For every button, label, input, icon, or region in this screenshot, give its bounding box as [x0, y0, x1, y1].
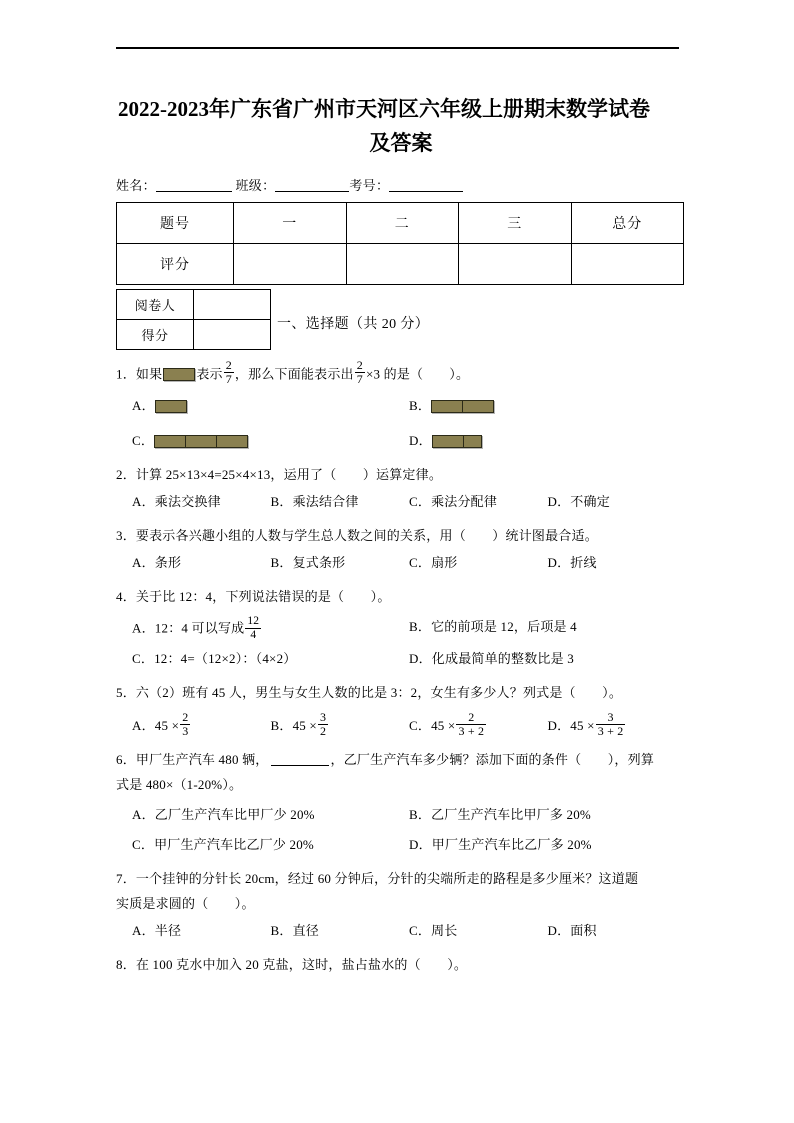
question-6 — [116, 747, 686, 857]
option-6-b[interactable]: B．乙厂生产汽车比甲厂多 20% — [409, 807, 591, 823]
question-1-options-row-1 — [116, 394, 686, 418]
option-4-a[interactable] — [132, 615, 409, 641]
question-7-text-line1: 一个挂钟的分针长 20cm，经过 60 分钟后，分针的尖端所走的路程是多少厘米？这道题 — [135, 871, 639, 887]
grader-label: 阅卷人 — [117, 290, 194, 320]
question-3-text: 要表示各兴趣小组的人数与学生总人数之间的关系，用（ ）统计图最合适。 — [135, 528, 598, 544]
points-label: 得分 — [117, 320, 194, 350]
question-4-options-row-2 — [116, 647, 686, 671]
option-7-c[interactable]: C．周长 — [409, 923, 458, 939]
question-1 — [116, 359, 686, 453]
points-blank[interactable] — [194, 320, 271, 350]
exam-no-label: 考号： — [349, 178, 390, 193]
fraction-two-sevenths-2 — [355, 359, 365, 386]
question-1-text-c: ，那么下面能表示出 — [234, 366, 354, 382]
fraction-denominator: 2 — [319, 724, 327, 739]
fraction-denominator: 3 — [182, 724, 189, 739]
bar-two-segments — [431, 400, 494, 413]
option-6-c[interactable]: C．甲厂生产汽车比乙厂少 20% — [132, 837, 314, 853]
option-6-d[interactable]: D．甲厂生产汽车比乙厂多 20% — [409, 837, 592, 853]
option-3-b[interactable]: B．复式条形 — [270, 555, 346, 571]
option-7-b[interactable]: B．直径 — [270, 923, 319, 939]
option-label: B． — [270, 718, 293, 734]
fraction-denominator: 3 + 2 — [597, 724, 624, 739]
question-2-stem — [116, 462, 686, 487]
score-table — [116, 202, 684, 285]
option-expr-prefix: 45 × — [570, 718, 595, 734]
fraction-b — [318, 711, 328, 738]
question-8-text: 在 100 克水中加入 20 克盐，这时，盐占盐水的（ ）。 — [135, 957, 468, 973]
score-cell-total[interactable] — [571, 244, 684, 285]
table-row-grader — [117, 290, 271, 320]
question-6-number: 6． — [116, 752, 136, 768]
option-2-a[interactable]: A．乘法交换律 — [132, 494, 221, 510]
fraction-numerator: 12 — [247, 615, 260, 628]
table-row-points — [117, 320, 271, 350]
option-1-d[interactable] — [409, 429, 686, 453]
option-expr-prefix: 45 × — [292, 718, 317, 734]
question-8-number: 8． — [116, 957, 136, 973]
option-1-a[interactable] — [132, 394, 409, 418]
score-col-2: 二 — [346, 203, 459, 244]
option-label: D． — [547, 718, 571, 734]
page-title — [116, 92, 686, 160]
option-label: A． — [132, 398, 155, 414]
score-row-label-qnum: 题号 — [117, 203, 234, 244]
student-info-line — [116, 176, 686, 196]
question-4-text: 关于比 12：4，下列说法错误的是（ ）。 — [135, 589, 391, 605]
question-4-stem — [116, 584, 686, 609]
name-label: 姓名： — [116, 178, 156, 193]
question-1-text-b: 表示 — [196, 366, 223, 382]
question-8-stem — [116, 952, 686, 977]
score-cell-1[interactable] — [234, 244, 347, 285]
bar-partial-segments — [432, 435, 482, 448]
score-col-3: 三 — [459, 203, 572, 244]
option-label-text: A．12：4 可以写成 — [132, 620, 245, 636]
exam-no-blank[interactable] — [389, 178, 463, 192]
fraction-denominator: 4 — [250, 628, 257, 641]
question-7-stem-line2: 实质是求圆的（ ）。 — [116, 896, 255, 912]
question-5 — [116, 680, 686, 738]
option-label: B． — [409, 398, 432, 414]
option-5-d[interactable] — [548, 711, 687, 738]
question-2-number: 2． — [116, 467, 136, 483]
section-heading: 一、选择题（共 20 分） — [277, 317, 430, 332]
question-7-number: 7． — [116, 871, 136, 887]
option-label: A． — [132, 718, 155, 734]
fraction-denominator: 3 + 2 — [458, 724, 485, 739]
option-6-a[interactable]: A．乙厂生产汽车比甲厂少 20% — [132, 807, 315, 823]
name-blank[interactable] — [156, 178, 232, 192]
question-1-text-e: ）。 — [449, 366, 470, 382]
option-3-c[interactable]: C．扇形 — [409, 555, 458, 571]
question-6-options-row-1 — [116, 803, 686, 827]
question-1-number: 1． — [116, 366, 136, 382]
option-expr-prefix: 45 × — [431, 718, 456, 734]
option-5-b[interactable] — [271, 711, 410, 738]
score-row-label-score: 评分 — [117, 244, 234, 285]
score-cell-2[interactable] — [346, 244, 459, 285]
option-1-c[interactable] — [132, 429, 409, 453]
question-5-stem — [116, 680, 686, 705]
option-label: C． — [409, 718, 432, 734]
option-7-a[interactable]: A．半径 — [132, 923, 182, 939]
question-7 — [116, 866, 686, 943]
question-5-text: 六（2）班有 45 人，男生与女生人数的比是 3：2，女生有多少人？列式是（ ）。 — [135, 685, 623, 701]
question-8 — [116, 952, 686, 977]
fraction-numerator: 2 — [356, 358, 363, 372]
question-4-number: 4． — [116, 589, 136, 605]
score-cell-3[interactable] — [459, 244, 572, 285]
question-7-stem-line1 — [116, 866, 686, 891]
option-7-d[interactable]: D．面积 — [547, 923, 597, 939]
class-blank[interactable] — [275, 178, 349, 192]
option-1-b[interactable] — [409, 394, 686, 418]
question-5-number: 5． — [116, 685, 136, 701]
option-5-a[interactable] — [132, 711, 271, 738]
question-6-stem-line2: 式是 480×（1-20%）。 — [116, 777, 243, 793]
score-col-total: 总分 — [571, 203, 684, 244]
option-2-d[interactable]: D．不确定 — [547, 494, 610, 510]
fraction-numerator: 3 — [596, 711, 626, 725]
option-2-b[interactable]: B．乘法结合律 — [270, 494, 359, 510]
title-line-1: 2022-2023年广东省广州市天河区六年级上册期末数学试卷 — [118, 97, 650, 121]
question-3-stem — [116, 523, 686, 548]
option-2-c[interactable]: C．乘法分配律 — [409, 494, 498, 510]
title-line-2: 及答案 — [369, 131, 433, 155]
option-label: C． — [132, 433, 155, 449]
option-4-b[interactable]: B．它的前项是 12，后项是 4 — [409, 619, 577, 635]
shaded-bar-icon — [163, 368, 195, 381]
fraction-numerator: 2 — [225, 358, 232, 372]
fraction-d — [596, 711, 626, 738]
question-2 — [116, 462, 686, 514]
class-label: 班级： — [235, 178, 276, 193]
question-4 — [116, 584, 686, 671]
fraction-twelve-fourths — [245, 615, 261, 641]
question-5-options — [116, 711, 686, 738]
fraction-numerator: 2 — [456, 711, 486, 725]
question-2-options — [116, 490, 686, 514]
fraction-denominator: 7 — [356, 371, 363, 386]
grader-table — [116, 289, 271, 350]
question-4-options-row-1 — [116, 615, 686, 641]
question-6-text-b: ，乙厂生产汽车多少辆？添加下面的条件（ ），列算 — [330, 752, 655, 768]
question-6-options-row-2 — [116, 833, 686, 857]
option-4-c[interactable]: C．12：4=（12×2）：（4×2） — [132, 651, 297, 667]
option-4-d[interactable]: D．化成最简单的整数比是 3 — [409, 651, 574, 667]
fraction-c — [456, 711, 486, 738]
fraction-denominator: 7 — [225, 371, 232, 386]
header-rule — [116, 47, 679, 49]
option-3-d[interactable]: D．折线 — [547, 555, 597, 571]
question-1-stem — [116, 359, 686, 386]
table-row-scores — [117, 244, 684, 285]
fraction-numerator: 3 — [319, 710, 327, 725]
option-3-a[interactable]: A．条形 — [132, 555, 182, 571]
grader-blank[interactable] — [194, 290, 271, 320]
question-1-text-a: 如果 — [135, 366, 163, 382]
option-5-c[interactable] — [409, 711, 548, 738]
page-content — [116, 92, 686, 977]
question-2-text: 计算 25×13×4=25×4×13，运用了（ ）运算定律。 — [135, 467, 443, 483]
option-label: D． — [409, 433, 432, 449]
score-col-1: 一 — [234, 203, 347, 244]
question-6-blank[interactable] — [271, 753, 329, 766]
fraction-a — [180, 711, 190, 738]
question-7-options — [116, 919, 686, 943]
question-1-text-d: ×3 的是（ — [365, 366, 424, 382]
question-3-number: 3． — [116, 528, 136, 544]
fraction-two-sevenths — [224, 359, 234, 386]
bar-three-segments — [154, 435, 248, 448]
fraction-numerator: 2 — [182, 710, 189, 725]
question-1-options-row-2 — [116, 429, 686, 453]
question-6-stem — [116, 747, 686, 772]
question-3 — [116, 523, 686, 575]
option-expr-prefix: 45 × — [154, 718, 180, 734]
table-row-header — [117, 203, 684, 244]
bar-one-segment — [155, 400, 187, 413]
question-6-text-a: 甲厂生产汽车 480 辆， — [135, 752, 269, 768]
section-header-row — [116, 289, 686, 350]
question-3-options — [116, 551, 686, 575]
